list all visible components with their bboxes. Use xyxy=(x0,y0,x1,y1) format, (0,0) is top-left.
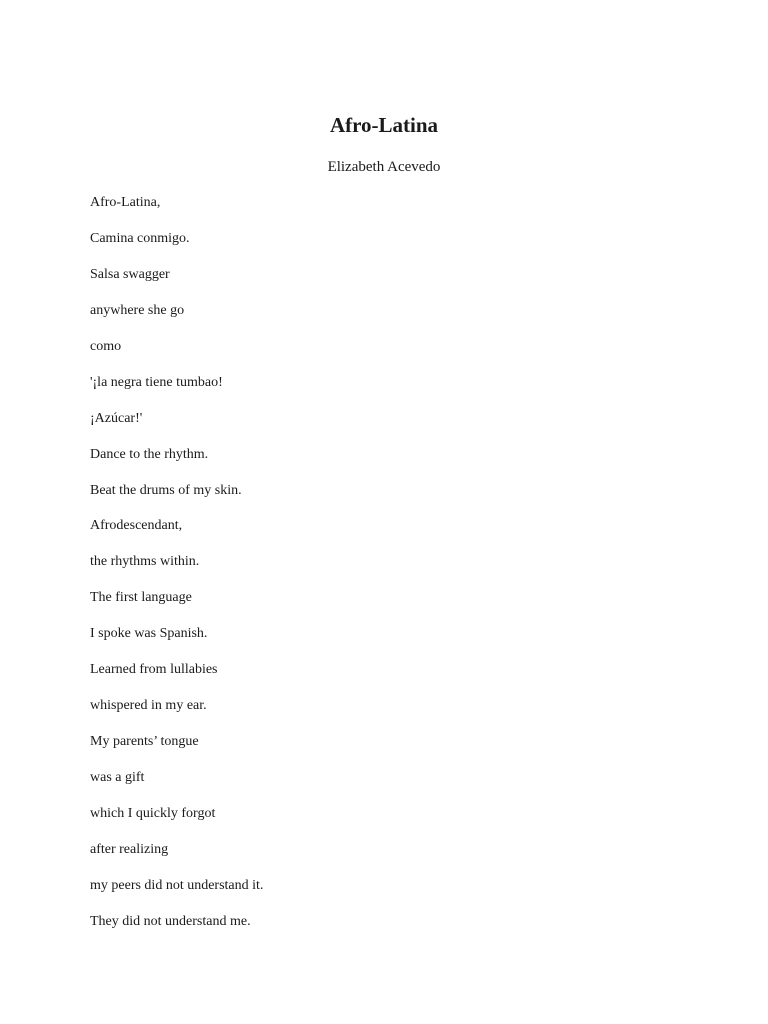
poem-line: como xyxy=(90,338,122,354)
poem-line: Camina conmigo. xyxy=(90,230,190,246)
poem-body xyxy=(90,191,690,946)
poem-title: Afro-Latina xyxy=(329,113,439,137)
poem-line: anywhere she go xyxy=(90,302,185,318)
poem-line: whispered in my ear. xyxy=(90,698,207,714)
poem-line: the rhythms within. xyxy=(90,554,200,570)
poem-line: after realizing xyxy=(90,841,169,857)
poem-line: I spoke was Spanish. xyxy=(90,626,208,642)
poem-line: Salsa swagger xyxy=(90,266,170,282)
poem-line: Dance to the rhythm. xyxy=(90,446,209,462)
poem-line: Afrodescendant, xyxy=(90,518,183,534)
poem-line: Learned from lullabies xyxy=(90,662,218,678)
poem-line: My parents’ tongue xyxy=(90,734,199,750)
poem-line: They did not understand me. xyxy=(90,913,251,929)
poem-line: ¡Azúcar!' xyxy=(90,410,143,426)
poem-line: '¡la negra tiene tumbao! xyxy=(90,374,223,390)
poem-line: Afro-Latina, xyxy=(90,195,161,210)
poem-line: Beat the drums of my skin. xyxy=(90,482,242,498)
poem-author: Elizabeth Acevedo xyxy=(327,159,441,175)
poem-line: which I quickly forgot xyxy=(90,805,216,821)
poem-line: my peers did not understand it. xyxy=(90,877,264,893)
poem-line: was a gift xyxy=(90,770,145,785)
poem-line: The first language xyxy=(90,590,192,606)
